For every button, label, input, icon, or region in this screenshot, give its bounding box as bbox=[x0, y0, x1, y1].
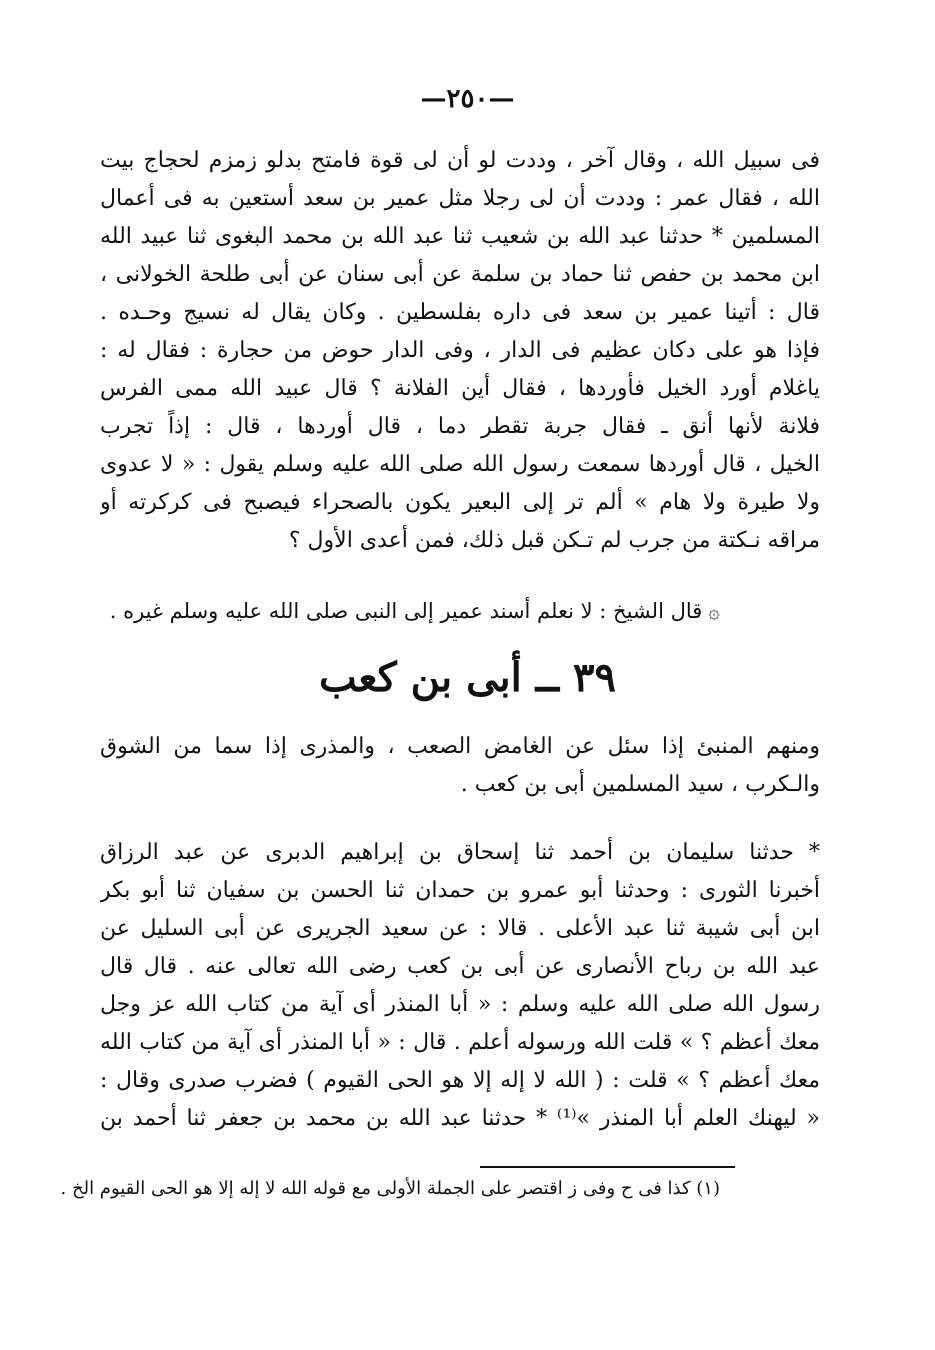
text-line: المسلمين * حدثنا عبد الله بن شعيب ثنا عبد الله بن محمد البغوى ثنا عبيد الله bbox=[100, 224, 820, 249]
text-line: ابن أبى شيبة ثنا عبد الأعلى . قالا : عن سعيد الجريرى عن أبى السليل عن bbox=[100, 916, 820, 941]
text-line: الله ، فقال عمر : وددت أن لى رجلا مثل عمير بن سعد أستعين به فى أعمال bbox=[100, 186, 820, 211]
text-line: والـكرب ، سيد المسلمين أبى بن كعب . bbox=[460, 772, 820, 797]
section-intro bbox=[100, 728, 820, 804]
text-line: ولا طيرة ولا هام » ألم تر إلى البعير يكون بالصحراء فيصبح فى كركرته أو bbox=[100, 490, 820, 515]
text-line: قال : أتينا عمير بن سعد فى داره بفلسطين . وكان يقال له نسيج وحـده . bbox=[100, 300, 820, 325]
text-line: فلانة لأنها أنق ـ فقال جربة تقطر دما ، قال أوردها ، قال : إذاً تجرب bbox=[100, 414, 820, 439]
text-line: * حدثنا سليمان بن أحمد ثنا إسحاق بن إبراهيم الدبرى عن عبد الرزاق bbox=[100, 840, 820, 865]
text-line: أخبرنا الثورى : وحدثنا أبو عمرو بن حمدان ثنا الحسن بن سفيان ثنا أبو بكر bbox=[100, 878, 820, 903]
text-line: رسول الله صلى الله عليه وسلم : « أبا المنذر أى آية من كتاب الله عز وجل bbox=[100, 992, 820, 1017]
footnote-divider bbox=[480, 1166, 735, 1168]
text-line: الخيل ، قال أوردها سمعت رسول الله صلى الله عليه وسلم يقول : « لا عدوى bbox=[100, 452, 820, 477]
paragraph-umair-ibn-saad bbox=[100, 142, 820, 560]
sheikh-note bbox=[109, 594, 720, 628]
text-line: ومنهم المنبئ إذا سئل عن الغامض الصعب ، والمذرى إذا سما من الشوق bbox=[100, 734, 820, 759]
text-line: مراقه نـكتة من جرب لم تـكن قبل ذلك، فمن أعدى الأول ؟ bbox=[288, 528, 820, 553]
text-line: معك أعظم ؟ » قلت الله ورسوله أعلم . قال : « أبا المنذر أى آية من كتاب الله bbox=[100, 1030, 820, 1055]
hadith-paragraph bbox=[100, 834, 820, 1138]
sheikh-note-text: قال الشيخ : لا نعلم أسند عمير إلى النبى صلى الله عليه وسلم غيره . bbox=[109, 599, 703, 623]
text-line: فإذا هو على دكان عظيم فى الدار ، وفى الدار حوض من حجارة : فقال له : bbox=[100, 338, 820, 363]
text-line: فى سبيل الله ، وقال آخر ، وددت لو أن لى قوة فامتح بدلو زمزم لحجاج بيت bbox=[100, 148, 820, 173]
text-line: « ليهنك العلم أبا المنذر »⁽¹⁾ * حدثنا عبد الله بن محمد بن جعفر ثنا أحمد بن bbox=[100, 1106, 820, 1131]
ornament-icon: ۞ bbox=[708, 599, 720, 623]
text-line: عبد الله بن رباح الأنصارى عن أبى بن كعب رضى الله تعالى عنه . قال قال bbox=[100, 954, 820, 979]
text-line: معك أعظم ؟ » قلت : ( الله لا إله إلا هو الحى القيوم ) فضرب صدرى وقال : bbox=[100, 1068, 820, 1093]
section-heading: ٣٩ ــ أبى بن كعب bbox=[319, 654, 616, 701]
text-line: ابن محمد بن حفص ثنا حماد بن سلمة عن أبى سنان عن أبى طلحة الخولانى ، bbox=[100, 262, 820, 287]
text-line: ياغلام أورد الخيل فأوردها ، فقال أين الفلانة ؟ قال عبيد الله ممى الفرس bbox=[100, 376, 820, 401]
page-number: —٢٥٠— bbox=[420, 84, 515, 114]
footnote: (١) كذا فى ح وفى ز اقتصر على الجملة الأولى مع قوله الله لا إله إلا هو الحى القيوم الخ . bbox=[60, 1178, 720, 1199]
